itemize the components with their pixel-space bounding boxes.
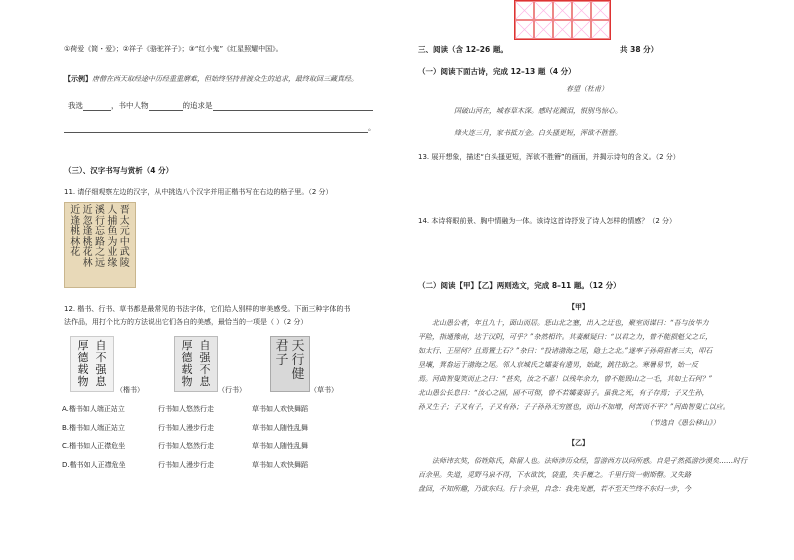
- jia-label: 【甲】: [568, 303, 589, 311]
- option-text: 草书如人欢快舞蹈: [252, 460, 308, 469]
- calligraphy-column: [182, 340, 193, 388]
- option-b[interactable]: [62, 423, 392, 433]
- calligraphy-column: [78, 340, 89, 388]
- copybook-char: 花: [82, 247, 93, 258]
- copybook-char: 太: [119, 215, 130, 227]
- poem-title: 春望（杜甫）: [566, 85, 608, 93]
- calligraphy-column: [200, 340, 211, 388]
- copybook-char: 近: [82, 205, 93, 216]
- copybook-char: 花: [70, 247, 81, 258]
- answer-line-1: 我选 ，书中人物 的追求是: [68, 100, 373, 111]
- copybook-char: 鱼: [107, 226, 118, 237]
- passage-line: 孙又生子；子又有子，子又有孙；子子孙孙无穷匮也，而山不加增，何苦而不平？”河曲智叟亡以应。: [418, 403, 730, 411]
- option-text: 行书如人漫步行走: [158, 423, 214, 432]
- calligraphy-char: 厚: [181, 339, 193, 352]
- calligraphy-char: 载: [77, 363, 89, 376]
- answer-line-2: 。: [64, 122, 376, 133]
- copybook-char: 捕: [107, 215, 118, 227]
- copybook-char: 路: [94, 236, 105, 248]
- writing-grid[interactable]: [514, 0, 611, 40]
- character-blank[interactable]: [149, 101, 183, 111]
- passage-line: 法师讳玄奘，俗姓陈氏，陈留人也。法师涉历众经，誓游西方以问所惑。自是孑然孤游沙漠矣……时行: [432, 457, 747, 465]
- calligraphy-char: 不: [95, 351, 107, 364]
- option-text: D.楷书如人正襟危坐: [62, 460, 126, 469]
- example-label: 【示例】: [64, 75, 92, 83]
- copybook-char: 忘: [94, 226, 105, 237]
- copybook-char: 武: [119, 247, 130, 258]
- kaishu-label: （楷书）: [116, 386, 144, 394]
- yi-passage: [418, 456, 748, 498]
- calligraphy-char: 自: [95, 339, 107, 352]
- copybook-char: 逢: [82, 226, 93, 237]
- option-text: 草书如人欢快舞蹈: [252, 405, 308, 413]
- passage-line: 焉。河曲智叟笑而止之曰：“甚矣，汝之不惠！以残年余力，曾不能毁山之一毛，其如土石何？”: [418, 375, 713, 383]
- calligraphy-char: 强: [199, 351, 211, 364]
- calligraphy-char: 息: [199, 375, 211, 388]
- jia-passage: [418, 318, 748, 416]
- option-text: C.楷书如人正襟危坐: [62, 442, 126, 450]
- calligraphy-column: [96, 340, 107, 388]
- passage-line: 百余里。失道，觅野马泉不得，下水欲饮，袋重，失手覆之。千里行资一朝斯罄。又失路: [418, 471, 691, 479]
- example-text: 唐僧在西天取经途中历经重重磨难，但始终坚持普渡众生的追求，最终取回三藏真经。: [92, 75, 358, 83]
- passage-line: 垦壤，箕畚运于渤海之尾。邻人京城氏之孀妻有遗男，始龀，跳往助之。寒暑易节，始一反: [418, 361, 698, 369]
- copybook-char: 桃: [82, 236, 93, 248]
- calligraphy-char: 健: [291, 367, 305, 382]
- copybook-char: 之: [94, 247, 105, 258]
- calligraphy-column: [291, 340, 304, 388]
- book-blank[interactable]: [83, 101, 111, 111]
- xingshu-sample-image: [174, 336, 218, 392]
- copybook-column: [70, 206, 80, 284]
- answer-options: [62, 404, 392, 478]
- answer-continuation-blank[interactable]: [64, 123, 368, 133]
- option-text: B.楷书如人端正站立: [62, 423, 126, 432]
- copybook-char: 远: [94, 257, 105, 269]
- calligraphy-char: 子: [275, 353, 289, 368]
- copybook-char: 陵: [119, 257, 130, 269]
- copybook-char: 忽: [82, 215, 93, 227]
- part2-title: （二）阅读【甲】【乙】两则选文，完成 8–11 题。（12 分）: [418, 281, 621, 290]
- copybook-char: 逢: [70, 215, 81, 227]
- copybook-char: 中: [119, 236, 130, 248]
- passage-line: 平险，指通豫南，达于汉阴，可乎？”杂然相许。其妻献疑曰：“以君之力，曾不能损魁父之丘，: [418, 333, 713, 341]
- question-11: 11. 请仔细观察左边的汉字，从中挑选八个汉字并用正楷书写在右边的格子里。（2 分）: [64, 188, 333, 196]
- calligraphy-char: 厚: [77, 339, 89, 352]
- reading-section-title: 三、阅读（含 12–26 题。: [418, 45, 508, 54]
- calligraphy-char: 载: [181, 363, 193, 376]
- option-text: 行书如人悠然行走: [158, 405, 214, 413]
- caoshu-label: （草书）: [310, 386, 338, 394]
- pursuit-blank[interactable]: [213, 101, 373, 111]
- option-text: 草书如人随性乱舞: [252, 423, 308, 432]
- calligraphy-char: 息: [95, 375, 107, 388]
- calligraphy-char: 君: [275, 339, 289, 354]
- copybook-column: [95, 206, 105, 284]
- jia-source: （节选自《愚公移山》）: [646, 419, 720, 427]
- passage-line: 北山愚公长息曰：“汝心之固，固不可彻，曾不若孀妻弱子。虽我之死，有子存焉；子又生孙，: [418, 389, 709, 397]
- caoshu-sample-image: [270, 336, 310, 392]
- copybook-char: 近: [70, 205, 81, 216]
- copybook-column: [107, 206, 117, 284]
- xingshu-label: （行书）: [218, 386, 246, 394]
- copybook-image: [64, 202, 136, 288]
- passage-line: 如太行、王屋何？且焉置土石？”杂曰：“投诸渤海之尾，隐土之北。”遂率子孙荷担者三夫，叩石: [418, 347, 713, 355]
- question-12-line2: 法作品，用打个比方的方法说出它们各自的美感，最恰当的一项是（ ）（2 分）: [64, 318, 308, 326]
- poem-line-1: 国破山河在，城春草木深。感时花溅泪，恨别鸟惊心。: [454, 107, 622, 115]
- option-c[interactable]: [62, 441, 392, 451]
- calligraphy-char: 德: [77, 351, 89, 364]
- option-a[interactable]: [62, 404, 392, 414]
- copybook-char: 晋: [119, 205, 130, 216]
- option-d[interactable]: [62, 460, 392, 470]
- yi-label: 【乙】: [568, 439, 589, 447]
- reading-section-score: 共 38 分）: [620, 45, 659, 54]
- copybook-char: 业: [107, 247, 118, 258]
- works-list-line: ①荷爱《简・爱》；②祥子《骆驼祥子》；③“红小鬼”《红星照耀中国》。: [64, 45, 283, 53]
- copybook-char: 林: [70, 236, 81, 248]
- question-13: 13. 展开想象，描述“白头搔更短，浑欲不胜簪”的画面，并揭示诗句的含义。（2 分）: [418, 153, 680, 161]
- option-text: A.楷书如人端正站立: [62, 405, 125, 413]
- passage-line: 盘回，不知所趣，乃欲东归。行十余里，自念：我先发愿，若不至天竺终不东归一步，今: [418, 485, 691, 493]
- copybook-char: 元: [119, 226, 130, 237]
- poem-line-2: 烽火连三月，家书抵万金。白头搔更短，浑欲不胜簪。: [454, 129, 622, 137]
- copybook-char: 为: [107, 236, 118, 248]
- example-paragraph: [64, 66, 384, 85]
- copybook-char: 人: [107, 205, 118, 216]
- option-text: 草书如人随性乱舞: [252, 442, 308, 450]
- option-text: 行书如人悠然行走: [158, 442, 214, 450]
- part1-title: （一）阅读下面古诗，完成 12–13 题（4 分）: [418, 67, 576, 76]
- question-14: 14. 本诗将眼前景、胸中情融为一体。该诗这首诗抒发了诗人怎样的情感？（2 分）: [418, 217, 677, 225]
- copybook-column: [120, 206, 130, 284]
- calligraphy-char: 德: [181, 351, 193, 364]
- calligraphy-char: 行: [291, 353, 305, 368]
- calligraphy-char: 物: [77, 375, 89, 388]
- copybook-char: 行: [94, 215, 105, 227]
- calligraphy-char: 天: [291, 339, 305, 354]
- copybook-column: [83, 206, 93, 284]
- question-12-line1: 12. 楷书、行书、草书都是最常见的书法字体，它们给人别样的审美感受。下面三种字体的书: [64, 305, 351, 313]
- copybook-char: 缘: [107, 257, 118, 269]
- calligraphy-char: 强: [95, 363, 107, 376]
- calligraphy-column: [275, 340, 288, 388]
- copybook-char: 林: [82, 257, 93, 269]
- kaishu-sample-image: [70, 336, 114, 392]
- copybook-char: 桃: [70, 226, 81, 237]
- calligraphy-char: 不: [199, 363, 211, 376]
- passage-line: 北山愚公者，年且九十，面山而居。惩山北之塞，出入之迂也，聚室而谋曰：“吾与汝毕力: [432, 319, 709, 327]
- section3-title: （三）、汉字书写与赏析（4 分）: [64, 166, 174, 175]
- option-text: 行书如人漫步行走: [158, 460, 214, 469]
- calligraphy-char: 物: [181, 375, 193, 388]
- calligraphy-char: 自: [199, 339, 211, 352]
- copybook-char: 溪: [94, 205, 105, 216]
